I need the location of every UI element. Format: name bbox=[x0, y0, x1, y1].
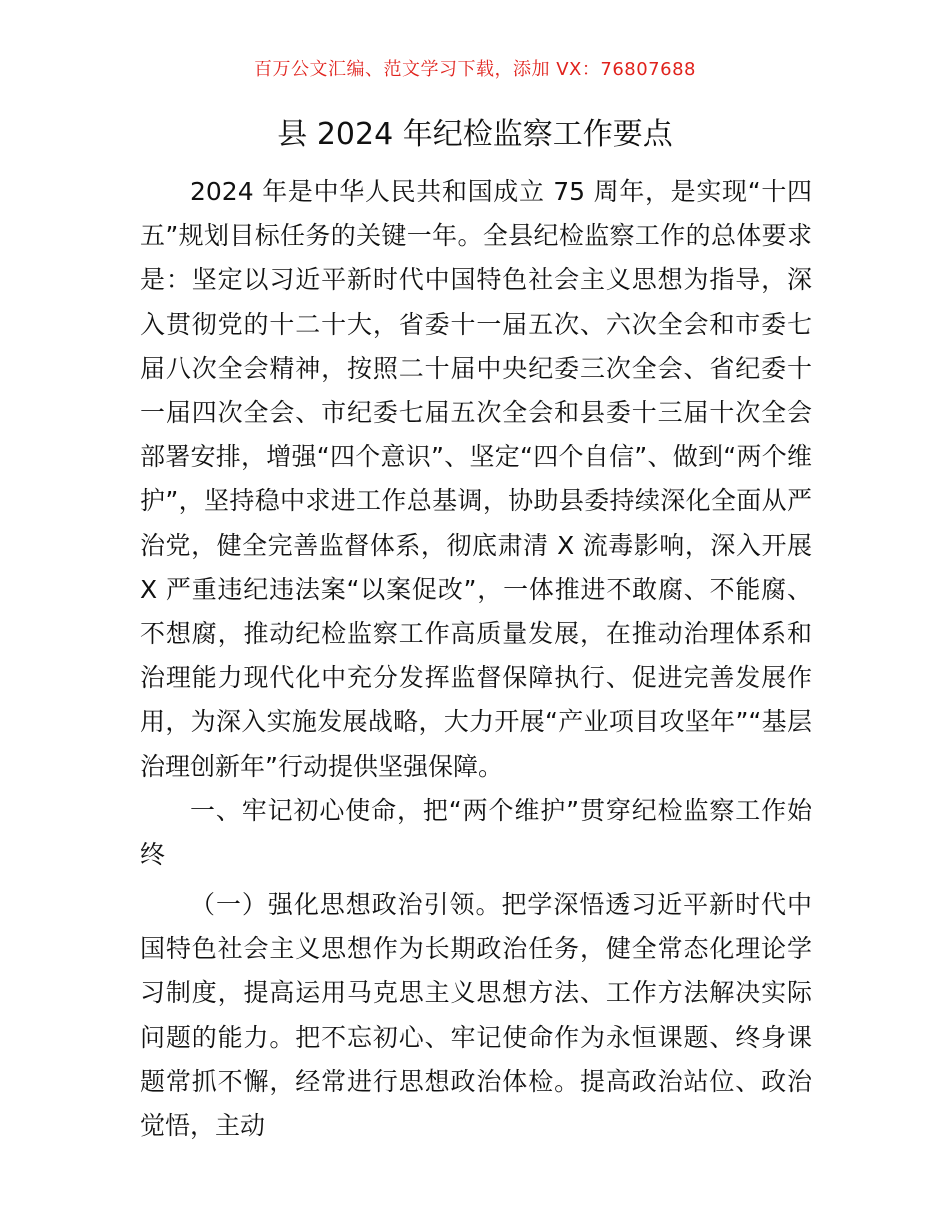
subsection-paragraph-1-1: （一）强化思想政治引领。把学深悟透习近平新时代中国特色社会主义思想作为长期政治任务，健全常态化理论学习制度，提高运用马克思主义思想方法、工作方法解决实际问题的能力。把不忘初心、牢记使命作为永恒课题、终身课题常抓不懈，经常进行思想政治体检。提高政治站位、政治觉悟，主动 bbox=[140, 890, 812, 1141]
section-heading-1: 一、牢记初心使命，把“两个维护”贯穿纪检监察工作始终 bbox=[140, 796, 812, 870]
intro-paragraph: 2024 年是中华人民共和国成立 75 周年，是实现“十四五”规划目标任务的关键一年。全县纪检监察工作的总体要求是：坚定以习近平新时代中国特色社会主义思想为指导，深入贯彻党的十二十大，省委十一届五次、六次全会和市委七届八次全会精神，按照二十届中央纪委三次全会、省纪委十一届四次全会、市纪委七届五次全会和县委十三届十次全会部署安排，增强“四个意识”、坚定“四个自信”、做到“两个维护”，坚持稳中求进工作总基调，协助县委持续深化全面从严治党，健全完善监督体系，彻底肃清 X 流毒影响，深入开展 X 严重违纪违法案“以案促改”，一体推进不敢腐、不能腐、不想腐，推动纪检监察工作高质量发展，在推动治理体系和治理能力现代化中充分发挥监督保障执行、促进完善发展作用，为深入实施发展战略，大力开展“产业项目攻坚年”“基层治理创新年”行动提供坚强保障。 bbox=[140, 177, 812, 781]
document-title: 县 2024 年纪检监察工作要点 bbox=[277, 117, 673, 152]
download-promo-note: 百万公文汇编、范文学习下载，添加 VX：76807688 bbox=[254, 59, 696, 80]
